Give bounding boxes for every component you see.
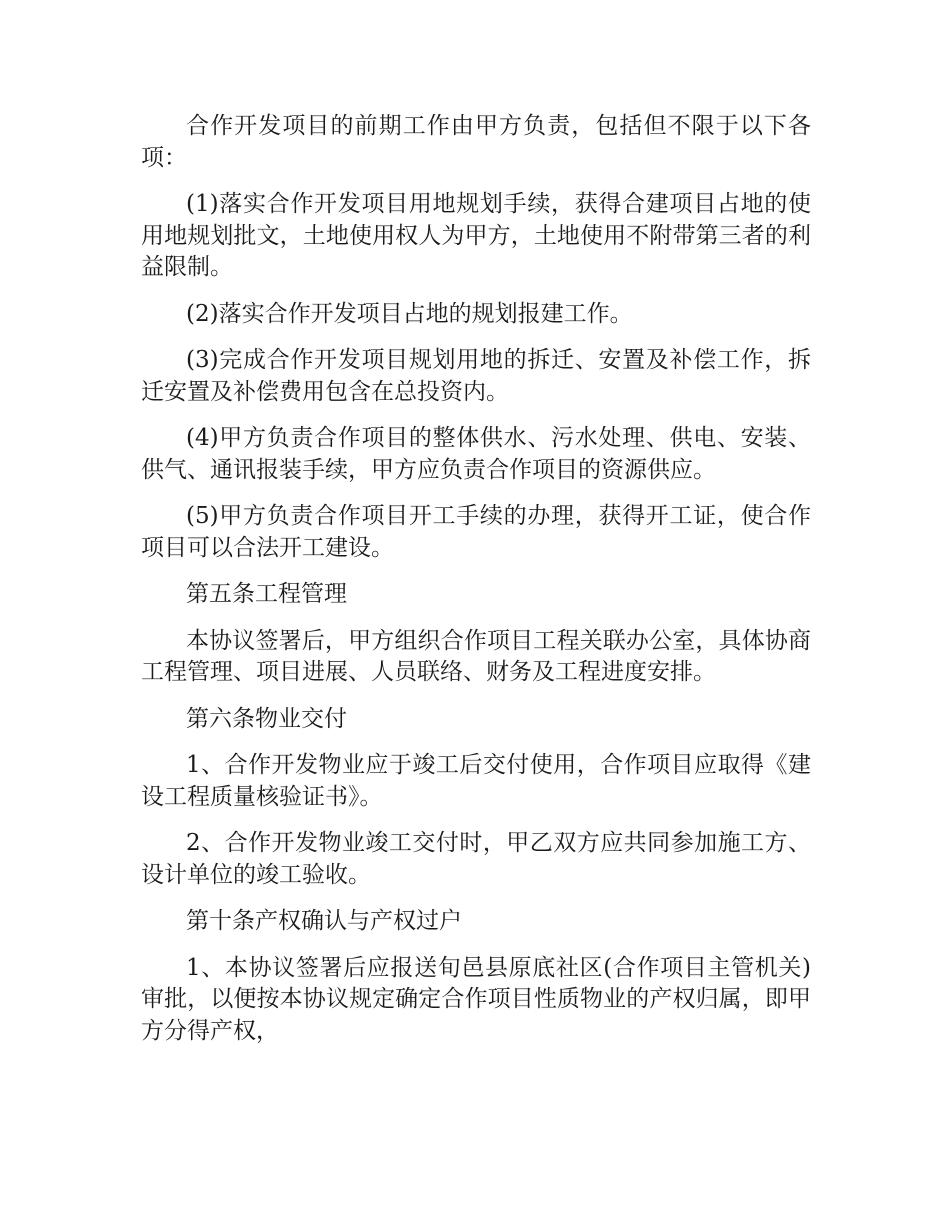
paragraph-item-2: (2)落实合作开发项目占地的规划报建工作。 bbox=[186, 300, 633, 327]
paragraph-item-4: (4)甲方负责合作项目的整体供水、污水处理、供电、安装、供气、通讯报装手续，甲方应负责合作项目的资源供应。 bbox=[141, 425, 811, 483]
paragraph-article-6-item-1: 1、合作开发物业应于竣工后交付使用，合作项目应取得《建设工程质量核验证书》。 bbox=[141, 752, 811, 810]
document-body bbox=[141, 111, 811, 1062]
section-heading-article-6: 第六条物业交付 bbox=[186, 705, 347, 732]
paragraph-item-1: (1)落实合作开发项目用地规划手续，获得合建项目占地的使用地规划批文，土地使用权人为甲方，土地使用不附带第三者的利益限制。 bbox=[141, 191, 811, 280]
section-heading-article-10: 第十条产权确认与产权过户 bbox=[186, 908, 462, 934]
paragraph-article-5-body: 本协议签署后，甲方组织合作项目工程关联办公室，具体协商工程管理、项目进展、人员联络、财务及工程进度安排。 bbox=[141, 627, 811, 685]
paragraph-preliminary-work: 合作开发项目的前期工作由甲方负责，包括但不限于以下各项： bbox=[141, 113, 811, 171]
section-heading-article-5: 第五条工程管理 bbox=[186, 581, 347, 607]
paragraph-article-6-item-2: 2、合作开发物业竣工交付时，甲乙双方应共同参加施工方、设计单位的竣工验收。 bbox=[141, 830, 811, 888]
paragraph-article-10-item-1: 1、本协议签署后应报送旬邑县原底社区(合作项目主管机关)审批，以便按本协议规定确定合作项目性质物业的产权归属，即甲方分得产权， bbox=[141, 954, 811, 1044]
paragraph-item-5: (5)甲方负责合作项目开工手续的办理，获得开工证，使合作项目可以合法开工建设。 bbox=[141, 503, 811, 561]
paragraph-item-3: (3)完成合作开发项目规划用地的拆迁、安置及补偿工作，拆迁安置及补偿费用包含在总投资内。 bbox=[141, 347, 811, 405]
